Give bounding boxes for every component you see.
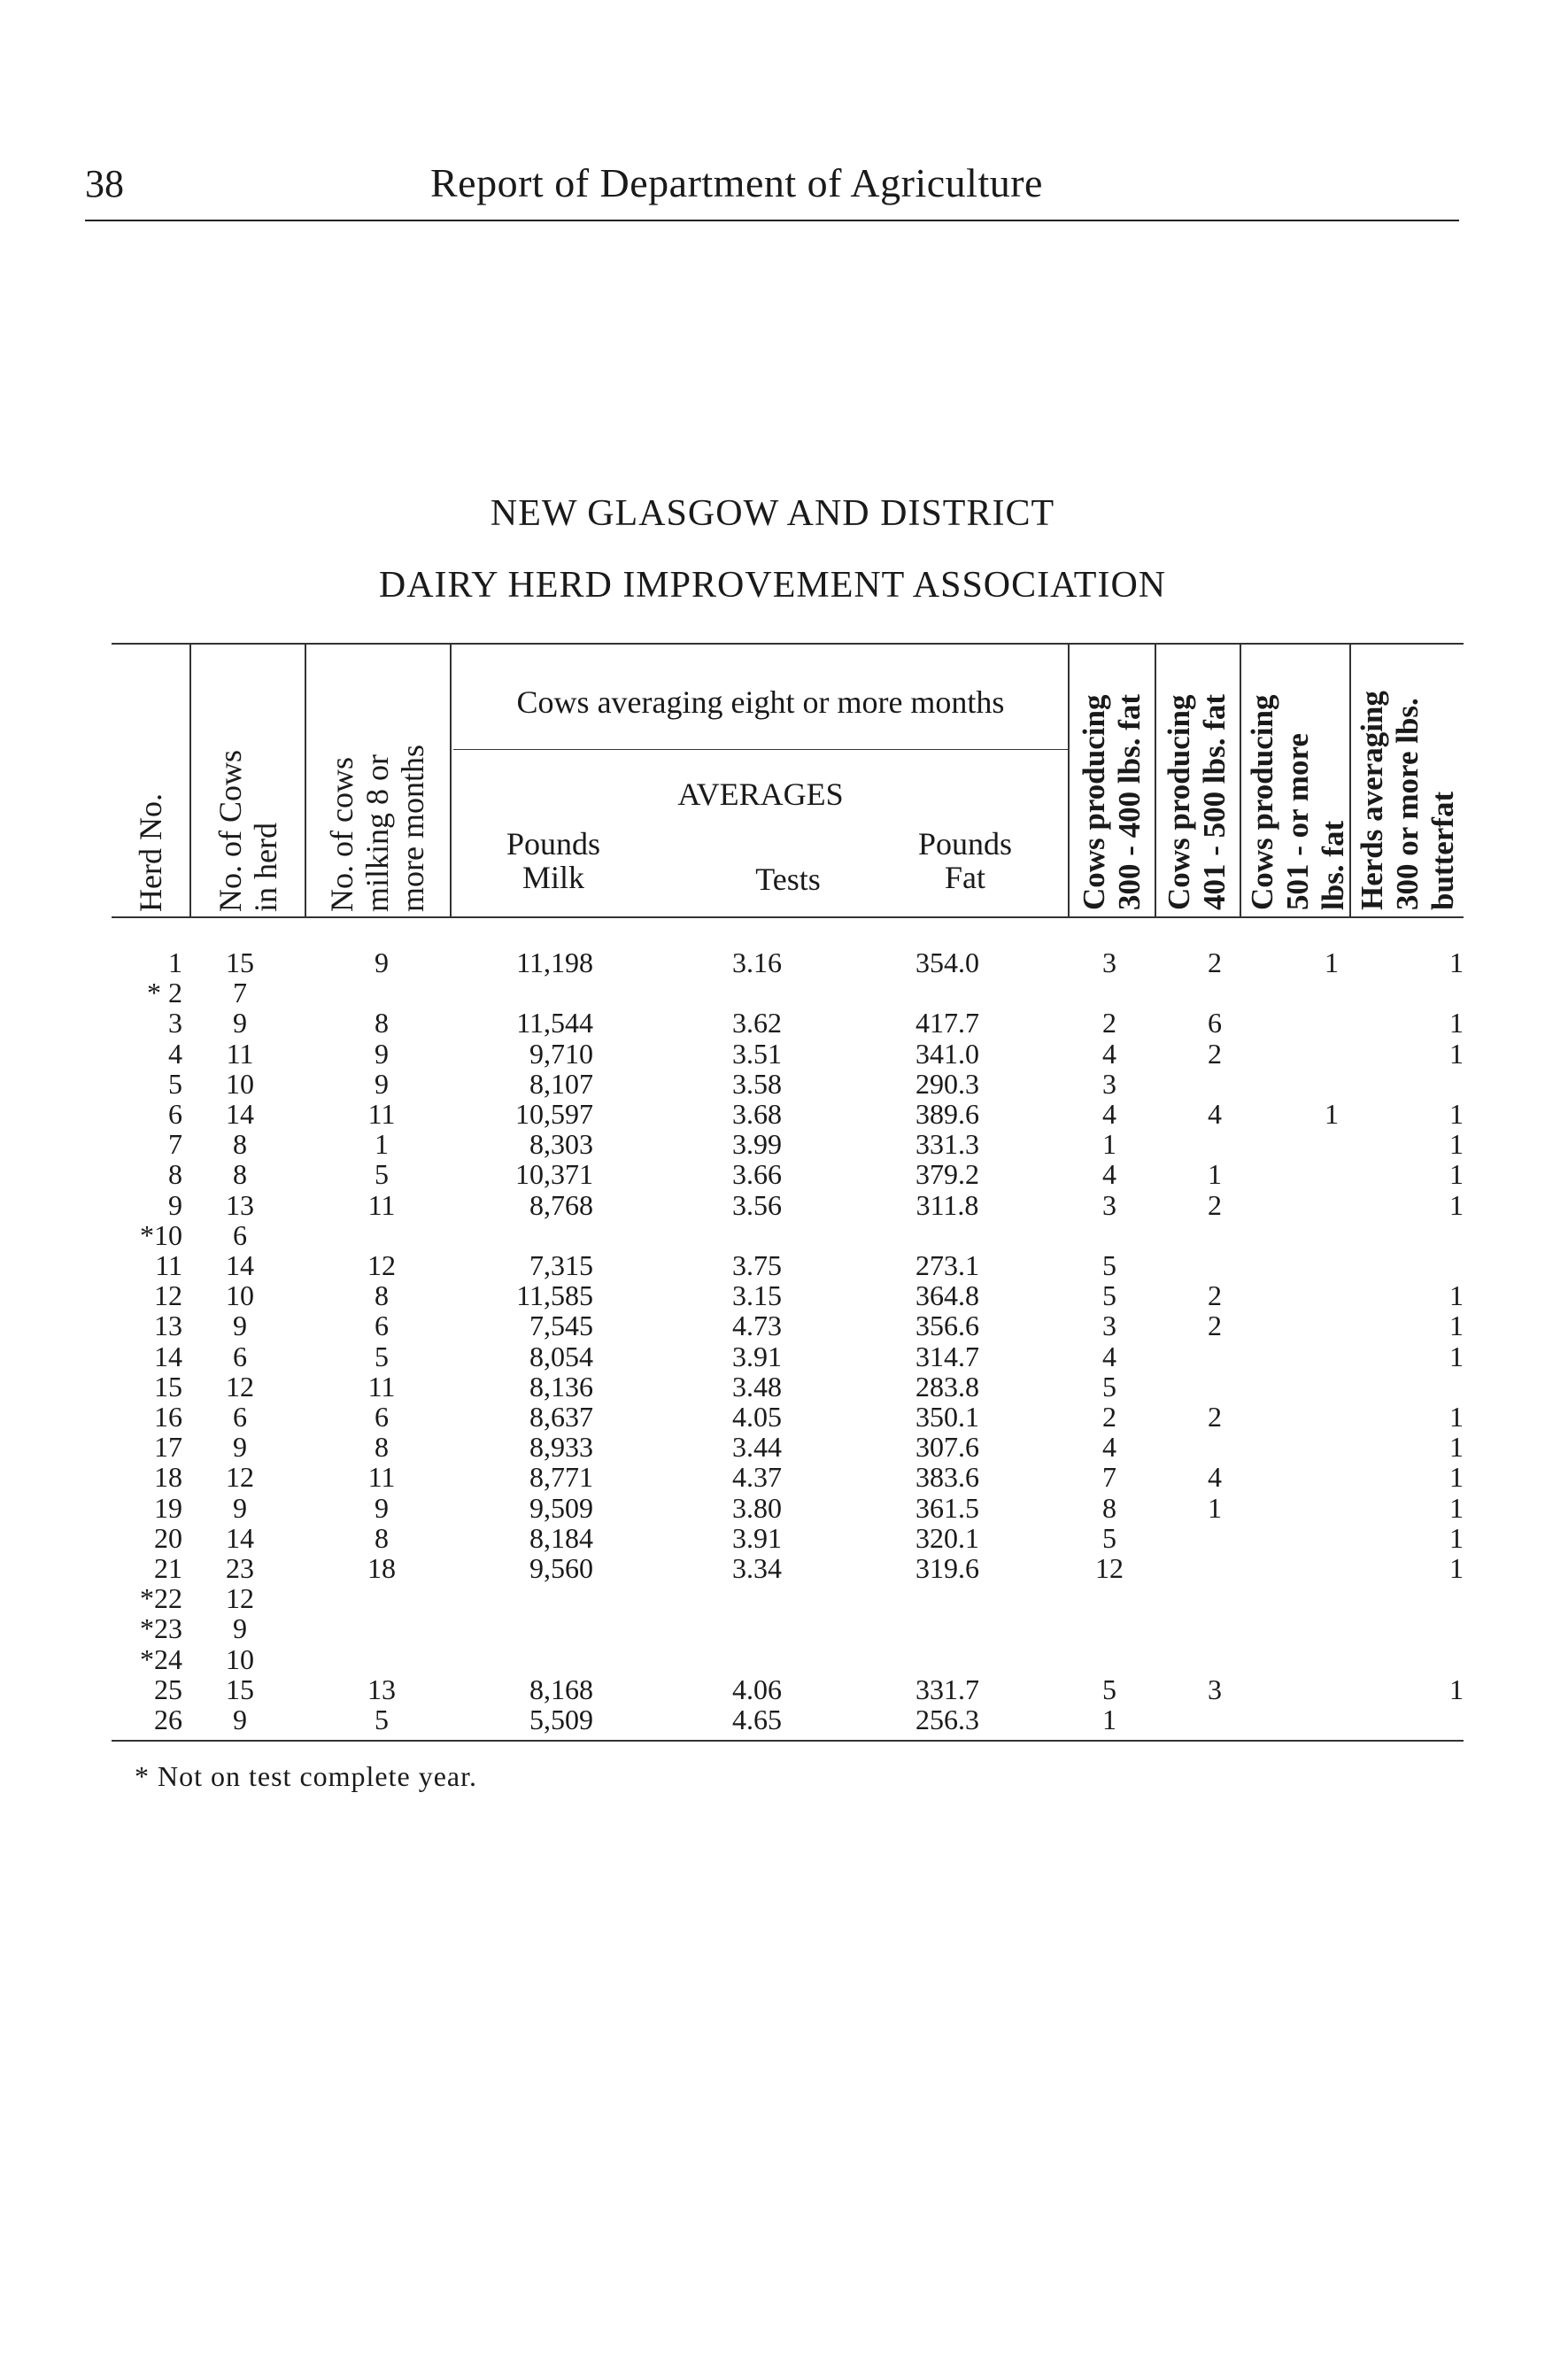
cell-cows-in-herd: 15 [226,1673,254,1705]
cell-milking: 8 [375,1279,389,1312]
cell-cows-300-400: 1 [1102,1704,1116,1735]
cell-herd-no: 9 [168,1188,182,1221]
cell-milking: 8 [375,1521,389,1554]
cell-tests: 3.91 [732,1340,782,1372]
cell-herds-300: 1 [1449,1673,1464,1705]
cell-herd-no: 8 [168,1158,182,1191]
cell-tests: 4.73 [732,1310,782,1342]
cell-tests: 3.48 [732,1370,782,1402]
cell-cows-401-500: 4 [1208,1098,1222,1130]
cell-cows-300-400 [1078,978,1140,1008]
cell-cows-501-more: 1 [1325,1098,1339,1130]
cell-cows-501-more [1314,1190,1349,1220]
column-divider [305,645,306,916]
cell-pounds-milk: 8,168 [529,1673,593,1705]
cell-cows-in-herd: 12 [226,1582,254,1615]
cell-herds-300: 1 [1449,1128,1464,1161]
cell-tests: 3.58 [732,1067,782,1100]
cell-herds-300: 1 [1449,1521,1464,1554]
cell-cows-300-400 [1078,1220,1140,1250]
cell-cows-300-400: 5 [1102,1249,1116,1281]
cell-cows-300-400: 3 [1102,1188,1116,1221]
cell-milking: 9 [375,1067,389,1100]
col-header-averages: AVERAGES [677,777,844,812]
col-header-cows-in-herd: No. of Cows in herd [212,749,283,912]
cell-cows-300-400: 3 [1102,1310,1116,1342]
cell-milking [351,978,413,1008]
cell-milking: 5 [375,1158,389,1191]
cell-pounds-fat: 361.5 [915,1491,979,1524]
cell-cows-300-400: 8 [1102,1491,1116,1524]
cell-pounds-fat [894,1220,1000,1250]
cell-herd-no: 6 [168,1098,182,1130]
cell-pounds-milk: 8,136 [529,1370,593,1402]
cell-herd-no: 25 [154,1673,182,1705]
cell-cows-in-herd: 8 [233,1158,247,1191]
cell-tests: 3.15 [732,1279,782,1312]
cell-cows-in-herd: 10 [226,1279,254,1312]
cell-cows-in-herd: 14 [226,1098,254,1130]
cell-cows-300-400 [1078,1583,1140,1613]
cell-pounds-milk: 10,597 [515,1098,593,1130]
col-header-herd-no: Herd No. [133,793,168,912]
cell-cows-401-500 [1188,1553,1241,1583]
cell-cows-401-500: 3 [1208,1673,1222,1705]
cell-milking [351,1220,413,1250]
cell-cows-501-more [1314,1553,1349,1583]
running-title: Report of Department of Agriculture [430,160,1043,205]
cell-herds-300: 1 [1449,1461,1464,1494]
cell-cows-300-400: 5 [1102,1673,1116,1705]
cell-cows-in-herd: 9 [233,1704,247,1735]
cell-pounds-fat [894,978,1000,1008]
cell-pounds-milk: 7,545 [529,1310,593,1342]
cell-herd-no: 17 [154,1431,182,1464]
cell-herd-no: 4 [168,1037,182,1070]
footnote: * Not on test complete year. [135,1760,478,1792]
cell-tests: 3.62 [732,1007,782,1039]
cell-herd-no: 20 [154,1521,182,1554]
cell-milking: 9 [375,1037,389,1070]
cell-herds-300 [1443,1250,1470,1280]
cell-cows-300-400: 5 [1102,1521,1116,1554]
cell-cows-300-400: 4 [1102,1158,1116,1191]
cell-herds-300 [1443,1069,1470,1099]
cell-cows-501-more [1314,1039,1349,1069]
cell-herds-300: 1 [1449,1340,1464,1372]
cell-tests: 3.51 [732,1037,782,1070]
cell-milking: 13 [367,1673,396,1705]
cell-cows-in-herd: 11 [226,1037,254,1070]
cell-herd-no: 3 [168,1007,182,1039]
cell-cows-401-500: 6 [1208,1007,1222,1039]
cell-tests: 3.80 [732,1491,782,1524]
cell-cows-401-500: 1 [1208,1158,1222,1191]
column-divider [1155,645,1156,916]
cell-herd-no: 16 [154,1401,182,1433]
cell-pounds-milk: 8,107 [529,1067,593,1100]
cell-herd-no: 15 [154,1370,182,1402]
cell-pounds-fat: 319.6 [915,1552,979,1584]
cell-pounds-fat: 417.7 [915,1007,979,1039]
cell-pounds-milk [478,1583,593,1613]
cell-herds-300 [1443,1704,1470,1735]
cell-milking: 1 [375,1128,389,1161]
cell-herd-no: 14 [154,1340,182,1372]
cell-herd-no: *22 [140,1582,182,1615]
col-header-cows-401-500: Cows producing 401 - 500 lbs. fat [1162,693,1232,910]
cell-pounds-fat: 383.6 [915,1461,979,1494]
cell-pounds-fat [894,1583,1000,1613]
cell-pounds-fat: 379.2 [915,1158,979,1191]
cell-tests: 4.06 [732,1673,782,1705]
cell-cows-501-more [1314,1674,1349,1704]
cell-herd-no: *10 [140,1218,182,1251]
cell-pounds-milk: 8,933 [529,1431,593,1464]
cell-pounds-milk: 8,054 [529,1340,593,1372]
cell-pounds-fat: 290.3 [915,1067,979,1100]
cell-pounds-milk: 8,303 [529,1128,593,1161]
cell-cows-in-herd: 14 [226,1249,254,1281]
cell-cows-401-500 [1188,1583,1241,1613]
cell-pounds-fat: 331.3 [915,1128,979,1161]
cell-herd-no: 12 [154,1279,182,1312]
col-header-pounds-milk: Pounds Milk [506,826,601,895]
cell-pounds-milk [478,1220,593,1250]
cell-milking: 11 [367,1098,396,1130]
cell-pounds-fat: 273.1 [915,1249,979,1281]
cell-tests [708,978,806,1008]
cell-cows-in-herd: 8 [233,1128,247,1161]
cell-cows-501-more [1314,1372,1349,1402]
cell-cows-501-more [1314,1220,1349,1250]
cell-pounds-milk: 11,585 [516,1279,593,1312]
cell-cows-501-more: 1 [1325,947,1339,978]
cell-tests: 3.99 [732,1128,782,1161]
cell-milking [351,1583,413,1613]
col-header-cows-300-400: Cows producing 300 - 400 lbs. fat [1077,693,1147,910]
cell-milking: 11 [367,1461,396,1494]
cell-cows-300-400: 5 [1102,1279,1116,1312]
cell-pounds-fat: 256.3 [915,1704,979,1735]
cell-cows-in-herd: 12 [226,1461,254,1494]
cell-cows-in-herd: 12 [226,1370,254,1402]
cell-milking: 8 [375,1431,389,1464]
cell-milking: 9 [375,947,389,978]
column-divider [450,645,452,916]
cell-cows-501-more [1314,1159,1349,1189]
cell-cows-501-more [1314,1432,1349,1462]
cell-milking: 11 [367,1188,396,1221]
cell-herds-300: 1 [1449,1491,1464,1524]
cell-pounds-fat: 320.1 [915,1521,979,1554]
table-title-line2: DAIRY HERD IMPROVEMENT ASSOCIATION [378,565,1167,606]
cell-herds-300: 1 [1449,947,1464,978]
cell-pounds-fat: 311.8 [915,1188,979,1221]
cell-tests: 3.34 [732,1552,782,1584]
cell-cows-401-500 [1188,1704,1241,1735]
cell-cows-in-herd: 6 [233,1340,247,1372]
cell-tests [708,1220,806,1250]
cell-herds-300 [1443,1613,1470,1643]
cell-pounds-milk: 5,509 [529,1704,593,1735]
cell-cows-300-400: 2 [1102,1007,1116,1039]
column-divider [1068,645,1070,916]
col-header-group: Cows averaging eight or more months [516,684,1005,720]
cell-pounds-fat: 307.6 [915,1431,979,1464]
cell-herds-300: 1 [1449,1279,1464,1312]
cell-cows-300-400: 4 [1102,1037,1116,1070]
cell-pounds-milk: 8,771 [529,1461,593,1494]
cell-tests: 3.56 [732,1188,782,1221]
column-divider [1240,645,1241,916]
cell-pounds-milk [478,978,593,1008]
cell-herds-300: 1 [1449,1310,1464,1342]
cell-herds-300: 1 [1449,1401,1464,1433]
cell-pounds-milk: 8,768 [529,1188,593,1221]
cell-cows-401-500: 2 [1208,1037,1222,1070]
cell-cows-501-more [1314,1704,1349,1735]
cell-tests: 3.91 [732,1521,782,1554]
cell-cows-401-500 [1188,1129,1241,1159]
cell-herd-no: 7 [168,1128,182,1161]
cell-cows-401-500 [1188,1250,1241,1280]
cell-herds-300: 1 [1449,1007,1464,1039]
cell-cows-401-500: 2 [1208,1310,1222,1342]
cell-cows-in-herd: 10 [226,1067,254,1100]
cell-cows-300-400: 12 [1095,1552,1124,1584]
cell-cows-401-500 [1188,1613,1241,1643]
cell-cows-300-400: 4 [1102,1340,1116,1372]
col-header-herds-300-butterfat: Herds averaging 300 or more lbs. butterfat [1355,691,1460,910]
cell-milking: 18 [367,1552,396,1584]
cell-pounds-milk: 9,509 [529,1491,593,1524]
cell-cows-in-herd: 9 [233,1612,247,1645]
cell-milking: 8 [375,1007,389,1039]
cell-cows-501-more [1314,1493,1349,1523]
cell-pounds-fat: 283.8 [915,1370,979,1402]
cell-cows-300-400 [1078,1644,1140,1674]
cell-herds-300 [1443,1583,1470,1613]
cell-pounds-milk: 8,184 [529,1521,593,1554]
cell-cows-300-400: 5 [1102,1370,1116,1402]
header-rule [85,220,1459,221]
cell-cows-in-herd: 7 [233,977,247,1009]
cell-herd-no: 5 [168,1067,182,1100]
cell-cows-501-more [1314,1402,1349,1432]
cell-cows-501-more [1314,1250,1349,1280]
cell-pounds-milk: 8,637 [529,1401,593,1433]
cell-cows-401-500 [1188,1372,1241,1402]
cell-tests: 3.68 [732,1098,782,1130]
cell-cows-401-500 [1188,978,1241,1008]
cell-tests: 3.16 [732,947,782,978]
cell-herds-300: 1 [1449,1037,1464,1070]
cell-cows-in-herd: 23 [226,1552,254,1584]
cell-pounds-milk: 7,315 [529,1249,593,1281]
cell-cows-401-500 [1188,1432,1241,1462]
cell-cows-401-500: 1 [1208,1491,1222,1524]
cell-cows-in-herd: 6 [233,1401,247,1433]
cell-cows-in-herd: 9 [233,1310,247,1342]
cell-cows-300-400: 3 [1102,1067,1116,1100]
cell-cows-300-400: 1 [1102,1128,1116,1161]
cell-cows-300-400: 4 [1102,1431,1116,1464]
cell-cows-in-herd: 15 [226,947,254,978]
cell-cows-in-herd: 10 [226,1642,254,1675]
cell-cows-501-more [1314,1280,1349,1310]
cell-cows-501-more [1314,1310,1349,1341]
cell-pounds-milk: 11,544 [516,1007,593,1039]
cell-cows-501-more [1314,1008,1349,1038]
cell-cows-300-400 [1078,1613,1140,1643]
cell-cows-in-herd: 9 [233,1491,247,1524]
cell-cows-401-500 [1188,1523,1241,1553]
cell-herd-no: *24 [140,1642,182,1675]
col-header-cows-501-more: Cows producing 501 - or more lbs. fat [1245,694,1350,910]
cell-herds-300 [1443,1220,1470,1250]
cell-pounds-milk [478,1613,593,1643]
cell-cows-501-more [1314,1129,1349,1159]
cell-cows-401-500: 2 [1208,947,1222,978]
cell-herd-no: 19 [154,1491,182,1524]
cell-milking: 9 [375,1491,389,1524]
cell-pounds-milk: 11,198 [516,947,593,978]
cell-tests [708,1644,806,1674]
table-bottom-rule [112,1740,1464,1742]
cell-pounds-fat [894,1613,1000,1643]
cell-cows-in-herd: 6 [233,1218,247,1251]
cell-herd-no: 26 [154,1704,182,1735]
cell-milking: 11 [367,1370,396,1402]
cell-milking: 6 [375,1401,389,1433]
cell-herd-no: 21 [154,1552,182,1584]
group-rule [453,749,1068,750]
cell-cows-501-more [1314,1523,1349,1553]
cell-herds-300: 1 [1449,1431,1464,1464]
cell-cows-401-500: 2 [1208,1279,1222,1312]
cell-cows-501-more [1314,1613,1349,1643]
cell-herd-no: *23 [140,1612,182,1645]
cell-pounds-fat: 341.0 [915,1037,979,1070]
cell-tests [708,1613,806,1643]
cell-cows-501-more [1314,1583,1349,1613]
col-header-milking-8-months: No. of cows milking 8 or more months [324,745,430,912]
col-header-tests: Tests [755,862,821,897]
cell-milking: 12 [367,1249,396,1281]
cell-herd-no: 18 [154,1461,182,1494]
table-top-rule [112,643,1464,645]
cell-pounds-milk: 10,371 [515,1158,593,1191]
cell-pounds-fat: 364.8 [915,1279,979,1312]
cell-cows-501-more [1314,978,1349,1008]
table-title-line1: NEW GLASGOW AND DISTRICT [490,493,1055,534]
cell-milking: 6 [375,1310,389,1342]
cell-pounds-milk [478,1644,593,1674]
cell-herd-no: 1 [168,947,182,978]
cell-cows-300-400: 7 [1102,1461,1116,1494]
cell-cows-300-400: 4 [1102,1098,1116,1130]
cell-cows-300-400: 2 [1102,1401,1116,1433]
col-header-pounds-fat: Pounds Fat [917,826,1013,895]
page-number: 38 [85,162,124,205]
cell-pounds-fat [894,1644,1000,1674]
cell-cows-401-500: 2 [1208,1401,1222,1433]
cell-herd-no: 13 [154,1310,182,1342]
cell-cows-501-more [1314,1462,1349,1492]
cell-herds-300: 1 [1449,1098,1464,1130]
cell-tests: 4.65 [732,1704,782,1735]
cell-tests: 3.44 [732,1431,782,1464]
cell-pounds-milk: 9,710 [529,1037,593,1070]
cell-pounds-fat: 354.0 [915,947,979,978]
cell-cows-401-500 [1188,1069,1241,1099]
cell-herd-no: 11 [155,1249,182,1281]
cell-cows-300-400: 3 [1102,947,1116,978]
cell-milking: 5 [375,1340,389,1372]
cell-pounds-fat: 389.6 [915,1098,979,1130]
cell-herds-300 [1443,1644,1470,1674]
cell-cows-401-500: 4 [1208,1461,1222,1494]
cell-herd-no: * 2 [147,977,182,1009]
cell-cows-501-more [1314,1069,1349,1099]
cell-cows-in-herd: 14 [226,1521,254,1554]
cell-milking [351,1644,413,1674]
cell-tests: 4.37 [732,1461,782,1494]
cell-pounds-milk: 9,560 [529,1552,593,1584]
cell-cows-in-herd: 9 [233,1431,247,1464]
cell-milking [351,1613,413,1643]
cell-herds-300: 1 [1449,1552,1464,1584]
cell-cows-501-more [1314,1341,1349,1372]
cell-cows-501-more [1314,1644,1349,1674]
cell-pounds-fat: 314.7 [915,1340,979,1372]
cell-cows-401-500 [1188,1644,1241,1674]
cell-herds-300 [1443,1372,1470,1402]
cell-tests: 3.66 [732,1158,782,1191]
cell-cows-401-500 [1188,1341,1241,1372]
cell-cows-in-herd: 9 [233,1007,247,1039]
cell-cows-401-500: 2 [1208,1188,1222,1221]
cell-milking: 5 [375,1704,389,1735]
cell-tests [708,1583,806,1613]
cell-tests: 4.05 [732,1401,782,1433]
cell-herds-300: 1 [1449,1158,1464,1191]
cell-tests: 3.75 [732,1249,782,1281]
cell-pounds-fat: 331.7 [915,1673,979,1705]
cell-cows-in-herd: 13 [226,1188,254,1221]
cell-pounds-fat: 350.1 [915,1401,979,1433]
column-divider [189,645,191,916]
cell-pounds-fat: 356.6 [915,1310,979,1342]
header-bottom-rule [112,916,1464,918]
cell-herds-300 [1443,978,1470,1008]
cell-cows-401-500 [1188,1220,1241,1250]
cell-herds-300: 1 [1449,1188,1464,1221]
